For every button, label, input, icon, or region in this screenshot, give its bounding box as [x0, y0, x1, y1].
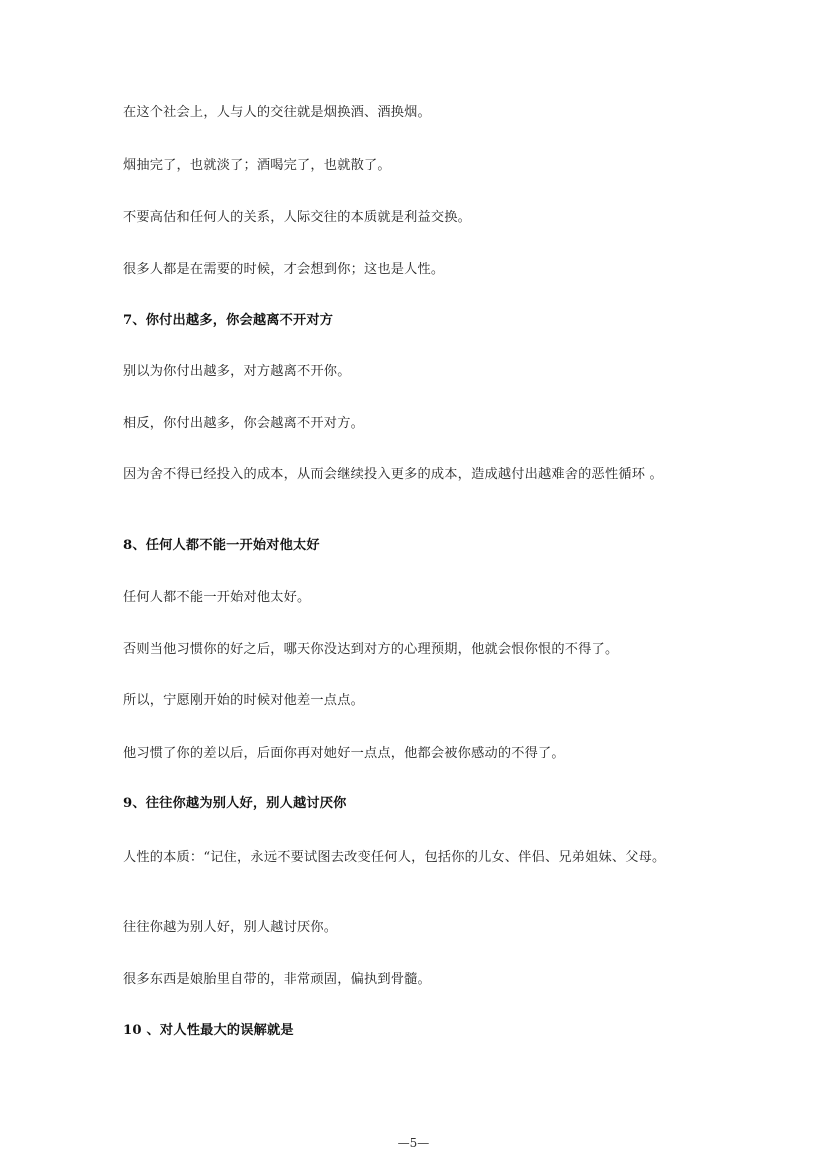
paragraph: 不要高估和任何人的关系，人际交往的本质就是利益交换。: [123, 210, 472, 225]
paragraph: 烟抽完了，也就淡了；酒喝完了，也就散了。: [123, 158, 391, 173]
paragraph: 因为舍不得已经投入的成本，从而会继续投入更多的成本，造成越付出越难舍的恶性循环 。: [123, 467, 663, 482]
paragraph: 别以为你付出越多，对方越离不开你。: [123, 364, 351, 379]
paragraph: 否则当他习惯你的好之后，哪天你没达到对方的心理预期，他就会恨你恨的不得了。: [123, 642, 619, 657]
page-number: —5—: [397, 1136, 430, 1150]
section-heading-9: 9、往往你越为别人好，别人越讨厌你: [123, 796, 347, 811]
paragraph: 很多东西是娘胎里自带的，非常顽固，偏执到骨髓。: [123, 972, 431, 987]
paragraph: 很多人都是在需要的时候，才会想到你；这也是人性。: [123, 262, 445, 277]
paragraph: 在这个社会上，人与人的交往就是烟换酒、酒换烟。: [123, 105, 431, 120]
paragraph: 所以，宁愿刚开始的时候对他差一点点。: [123, 693, 364, 708]
paragraph: 任何人都不能一开始对他太好。: [123, 590, 311, 605]
paragraph: 人性的本质：“记住，永远不要试图去改变任何人，包括你的儿女、伴侣、兄弟姐妹、父母。: [123, 850, 666, 865]
paragraph: 相反，你付出越多，你会越离不开对方。: [123, 416, 364, 431]
paragraph: 往往你越为别人好，别人越讨厌你。: [123, 920, 338, 935]
paragraph: 他习惯了你的差以后，后面你再对她好一点点，他都会被你感动的不得了。: [123, 746, 565, 761]
section-heading-10: 10 、对人性最大的误解就是: [123, 1023, 294, 1038]
section-heading-7: 7、你付出越多，你会越离不开对方: [123, 313, 334, 328]
section-heading-8: 8、任何人都不能一开始对他太好: [123, 538, 320, 553]
